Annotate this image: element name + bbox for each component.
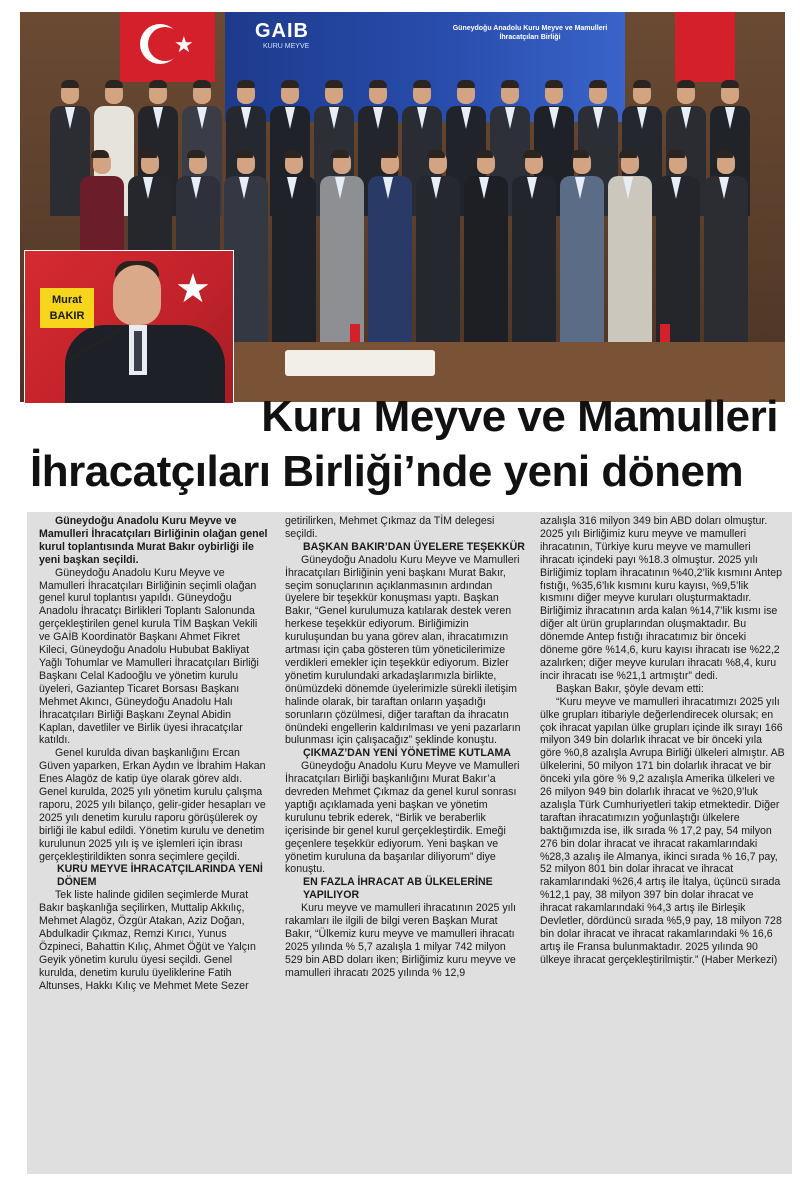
speaker-first-name: Murat [52, 294, 82, 306]
section-heading: EN FAZLA İHRACAT AB ÜLKELERİNE YAPILIYOR [303, 876, 493, 902]
article-paragraph: Kuru meyve ve mamulleri ihracatının 2025 yılı rakamları ile ilgili de bilgi veren Başkan Murat Bakır, “Ülkemiz kuru meyve ve mamulleri ihracatı 2025 yılında % 5,7 azalışla 1 milyar 742 milyon 529 bin ABD doları iken; Birliğimiz kuru meyve ve mamulleri ihracatı 2025 yılında % 12,9 [285, 902, 516, 979]
article-paragraph: Güneydoğu Anadolu Kuru Meyve ve Mamulleri İhracatçıları Birliği başkanlığını Murat Bakır’a devreden Mehmet Çıkmaz da genel kurul sonrası yaptığı açıklamada yeni başkan ve yönetim kurulunu tebrik ederek, “Birlik ve beraberlik içerisinde bir genel kurul gerçekleştirdik. Emeği geçenlere teşekkür ediyorum. Yeni başkan ve yönetim kuruluna da başarılar diliyorum” diye konuştu. [285, 760, 520, 876]
article-body [27, 512, 792, 1174]
article-paragraph: getirilirken, Mehmet Çıkmaz da TİM delegesi seçildi. [285, 515, 495, 540]
gaib-logo-subtitle: KURU MEYVE [263, 43, 310, 50]
turkish-flag-right [675, 12, 735, 82]
article-paragraph: Güneydoğu Anadolu Kuru Meyve ve Mamulleri İhracatçıları Birliğinin seçimli olağan genel kurul toplantısı yapıldı. Güneydoğu Anadolu İhracatçı Birlikleri Toplantı Salonunda gerçekleştirilen genel kurula TİM Başkan Vekili ve GAİB Koordinatör Başkanı Ahmet Fikret Kileci, Güneydoğu Anadolu Hububat Bakliyat Yağlı Tohumlar ve Mamulleri İhracatçıları Birliği Başkanı Celal Kadooğlu ve yönetim kurulu üyeleri, Gaziantep Ticaret Borsası Başkanı Mehmet Akıncı, Güneydoğu Anadolu Halı İhracatçıları Birliği Başkanı Zeynal Abidin Kaplan, davetliler ve Birlik üyesi ihracatçılar katıldı. [39, 566, 259, 747]
podium [285, 350, 435, 376]
turkish-flag-left: ★ [120, 12, 215, 82]
table-flag [350, 324, 360, 342]
article-column-2 [285, 515, 525, 980]
speaker-name-tag [40, 288, 94, 328]
table-flag [660, 324, 670, 342]
article-paragraph: azalışla 316 milyon 349 bin ABD doları olmuştur. 2025 yılı Birliğimiz kuru meyve ve mamulleri ihracatının, Türkiye kuru meyve ve mamulleri ihracatı içindeki payı %18.3 olmuştur. 2025 yılı Birliğimiz toplam ihracatının %40,2’lik kısmını Antep fıstığı, %35,6’lık kısmını kuru kayısı, %9,5’lik kısmını diğer meyve kuruları oluşturmaktadır. Birliğimiz ihracatının arda kalan %14,7’lik kısmı ise diğer alt ürün gruplarından oluşmaktadır. Bu dönemde Antep fıstığı ihracatımız bir önceki döneme göre %14,6, kuru kayısı ihracatı ise %22,2 azalırken; diğer meyve kuruları ihracatı %8,4, kuru incir ihracatı ise %21,1 artmıştır” dedi. [540, 515, 782, 682]
headline-line-2: İhracatçıları Birliği’nde yeni dönem [30, 447, 744, 496]
article-paragraph: Genel kurulda divan başkanlığını Ercan Güven yaparken, Erkan Aydın ve İbrahim Hakan Enes Alagöz de katip üye olarak görev aldı. Genel kurulda, 2025 yılı yönetim kurulu çalışma raporu, 2025 yılı bilanço, gelir-gider hesapları ve 2025 yılı denetim kurulu raporu görüşülerek oy birliği ile kabul edildi. Yönetim kurulu ve denetim kurulunun 2025 yılı iş ve işlemleri için ibrası gerçekleştirildikten sonra seçimlere geçildi. [39, 747, 266, 863]
article-paragraph: Tek liste halinde gidilen seçimlerde Murat Bakır başkanlığa seçilirken, Muttalip Akkılıç, Mehmet Alagöz, Özgür Atakan, Aziz Doğan, Abdulkadir Çıkmaz, Remzi Kırıcı, Yunus Özpineci, Bahattin Kılıç, Ahmet Öğüt ve Yalçın Geyik yönetim kurulu üyesi seçildi. Genel kurulda, denetim kurulu üyeliklerine Fatih Altunses, Hakkı Kılıç ve Mehmet Mete Sezer [39, 889, 256, 992]
screen-title: Güneydoğu Anadolu Kuru Meyve ve Mamulleri İhracatçıları Birliği [452, 25, 608, 42]
article-paragraph: Başkan Bakır, şöyle devam etti: [556, 682, 704, 695]
speaker-inset-photo: ★ [24, 250, 234, 404]
speaker-last-name: BAKIR [49, 310, 85, 322]
article-lead: Güneydoğu Anadolu Kuru Meyve ve Mamulleri İhracatçıları Birliğinin olağan genel kurul toplantısında Murat Bakır oybirliği ile yeni başkan seçildi. [39, 515, 268, 566]
section-heading: KURU MEYVE İHRACATÇILARINDA YENİ DÖNEM [57, 863, 263, 889]
headline-line-1: Kuru Meyve ve Mamulleri [261, 392, 778, 441]
article-paragraph: “Kuru meyve ve mamulleri ihracatımızı 2025 yılı ülke grupları itibariyle değerlendirecek olursak; en çok ihracat yapılan ülke grupları içinde ilk sırayı 166 milyon 349 bin dolarlık ihracat ve bir önceki yıla göre %0,8 azalışla Avrupa Birliği ülkeleri almıştır. AB ülkelerini, 50 milyon 171 bin dolarlık ihracat ve bir önceki yıla göre % 9,2 azalışla Amerika ülkeleri ve 26 milyon 949 bin dolarlık ihracat ve %20,9’luk azalışla Türk Cumhuriyetleri takip etmektedir. Diğer taraftan ihracatımızın yoğunlaştığı ülkelere baktığımızda ise, ilk sırada % 17,2 pay, 54 milyon 276 bin dolar ihracat ve ihracat rakamlarındaki %28,3 azalış ile Almanya, ikinci sırada % 16,7 pay, 52 milyon 801 bin dolar ihracat ve ihracat rakamlarındaki %26,4 artış ile İtalya, üçüncü sırada %12,1 pay, 38 milyon 397 bin dolar ihracat ve ihracat rakamlarındaki %4,3 artış ile Birleşik Devletler, dördüncü sırada %5,9 pay, 18 milyon 728 bin dolar ihracat ve ihracat rakamlarındaki % 16,6 artış ile Fransa bulunmaktadır. 2025 yılında 90 ülkeye ihracat gerçekleştirilmiştir.” (Haber Merkezi) [540, 695, 785, 966]
article-column-3 [540, 515, 785, 967]
article-column-1 [39, 515, 269, 993]
section-heading: BAŞKAN BAKIR’DAN ÜYELERE TEŞEKKÜR [303, 540, 525, 553]
article-paragraph: Güneydoğu Anadolu Kuru Meyve ve Mamulleri İhracatçıları Birliğinin yeni başkanı Murat Bakır, seçim sonuçlarının açıklanmasının ardından üyelere bir teşekkür konuşması yaptı. Başkan Bakır, “Genel kurulumuza katılarak destek veren herkese teşekkür ediyorum. Birliğimizin kuruluşundan bu yana görev alan, ihracatımızın artması için çaba gösteren tüm yöneticilerimize verdikleri emekler için teşekkür ediyorum. Bizler yönetim kurulundaki arkadaşlarımızla birlikte, önümüzdeki dönemde üyelerimizle sürekli iletişim halinde olarak, bir taraftan onların yaşadığı sorunların çözülmesi, diğer taraftan da ihracatın önündeki engellerin kaldırılması ve yeni pazarların bulunması için çalışacağız” şeklinde konuştu. [285, 553, 521, 747]
gaib-logo: GAIB [255, 20, 309, 42]
section-heading: ÇIKMAZ’DAN YENİ YÖNETİME KUTLAMA [303, 747, 511, 760]
